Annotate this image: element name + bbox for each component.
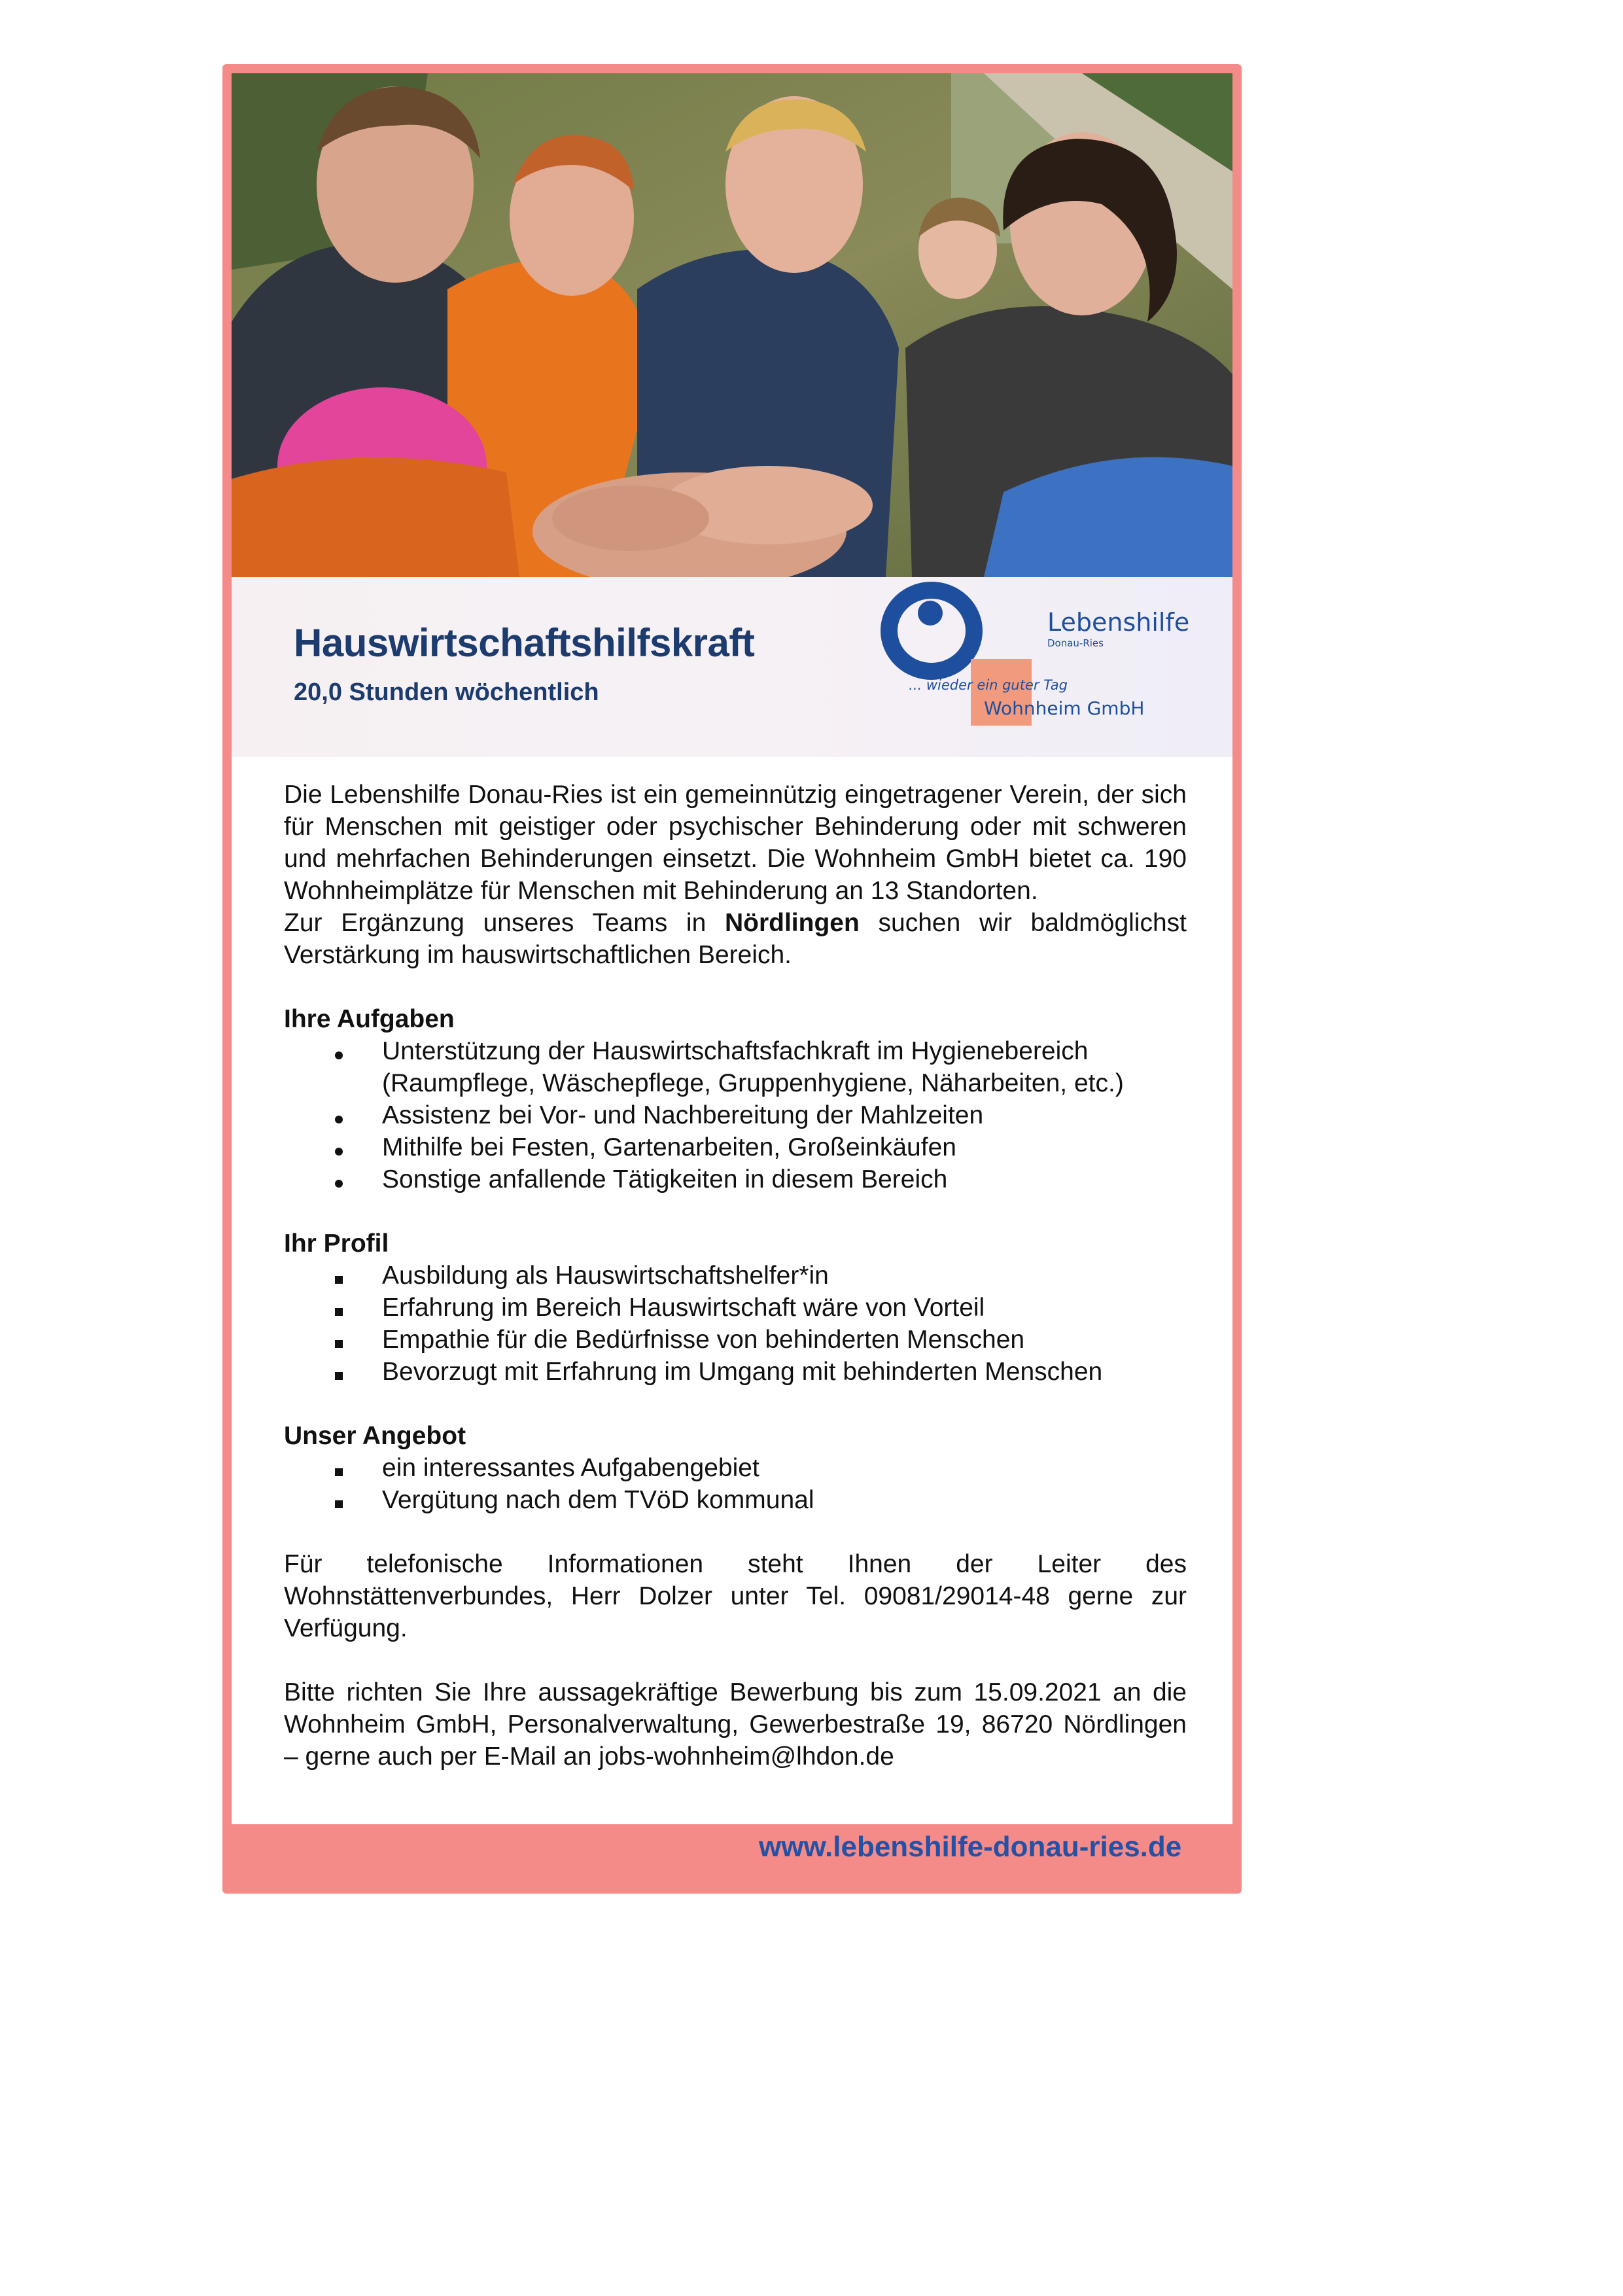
- list-item: Mithilfe bei Festen, Gartenarbeiten, Großeinkäufen: [284, 1131, 1187, 1163]
- square-bullet-icon: [335, 1308, 343, 1316]
- tasks-list: [284, 1035, 1187, 1195]
- list-item: Erfahrung im Bereich Hauswirtschaft wäre von Vorteil: [284, 1292, 1187, 1324]
- list-item: Sonstige anfallende Tätigkeiten in diesem Bereich: [284, 1163, 1187, 1195]
- list-item: Empathie für die Bedürfnisse von behinderten Menschen: [284, 1324, 1187, 1356]
- square-bullet-icon: [335, 1372, 343, 1380]
- application-paragraph: Bitte richten Sie Ihre aussagekräftige Bewerbung bis zum 15.09.2021 an die Wohnheim GmbH, Personalverwaltung, Gewerbestraße 19, 86720 Nördlingen – gerne auch per E-Mail an jobs-wohnheim@lhdon.de: [284, 1678, 1187, 1771]
- title-banner: [232, 577, 1232, 757]
- bullet-icon: [335, 1148, 343, 1156]
- team-photo: [232, 73, 1232, 577]
- profile-list: [284, 1260, 1187, 1388]
- offer-list: [284, 1452, 1187, 1516]
- list-item: Vergütung nach dem TVöD kommunal: [284, 1484, 1187, 1516]
- square-bullet-icon: [335, 1500, 343, 1508]
- logo-name: Lebenshilfe: [1047, 608, 1190, 637]
- list-item: ein interessantes Aufgabengebiet: [284, 1452, 1187, 1484]
- ad-card: [232, 73, 1232, 1824]
- profile-heading: Ihr Profil: [284, 1229, 389, 1258]
- tasks-heading: Ihre Aufgaben: [284, 1005, 455, 1033]
- list-item: Bevorzugt mit Erfahrung im Umgang mit behinderten Menschen: [284, 1356, 1187, 1388]
- intro-paragraph: Die Lebenshilfe Donau-Ries ist ein gemeinnützig eingetragener Verein, der sich für Menschen mit geistiger oder psychischer Behinderung oder mit schweren und mehrfachen Behinderungen einsetzt. Die Wohnheim GmbH bietet ca. 190 Wohnheimplätze für Menschen mit Behinderung an 13 Standorten.: [284, 781, 1187, 905]
- bullet-icon: [335, 1116, 343, 1123]
- contact-paragraph: Für telefonische Informationen steht Ihnen der Leiter des Wohnstättenverbundes, Herr Dolzer unter Tel. 09081/29014-48 gerne zur Verfügung.: [284, 1550, 1187, 1642]
- bullet-icon: [335, 1180, 343, 1188]
- offer-heading: Unser Angebot: [284, 1422, 466, 1450]
- logo-region: Donau-Ries: [1047, 637, 1104, 649]
- ad-frame: [222, 64, 1242, 1894]
- job-title: Hauswirtschaftshilfskraft: [294, 621, 755, 665]
- list-item: Ausbildung als Hauswirtschaftshelfer*in: [284, 1260, 1187, 1292]
- square-bullet-icon: [335, 1276, 343, 1284]
- lebenshilfe-logo: [843, 577, 1232, 757]
- bullet-icon: [335, 1051, 343, 1059]
- square-bullet-icon: [335, 1340, 343, 1348]
- list-item: Unterstützung der Hauswirtschaftsfachkraft im Hygienebereich (Raumpflege, Wäschepflege, Gruppenhygiene, Näharbeiten, etc.): [284, 1035, 1187, 1099]
- search-text-before: Zur Ergänzung unseres Teams in: [284, 909, 725, 937]
- logo-company: Wohnheim GmbH: [984, 698, 1145, 719]
- website-link[interactable]: www.lebenshilfe-donau-ries.de: [759, 1831, 1182, 1863]
- square-bullet-icon: [335, 1468, 343, 1476]
- working-hours: 20,0 Stunden wöchentlich: [294, 679, 599, 706]
- location-highlight: Nördlingen: [724, 909, 860, 937]
- list-item: Assistenz bei Vor- und Nachbereitung der Mahlzeiten: [284, 1099, 1187, 1131]
- search-paragraph: [284, 907, 1187, 971]
- search-text-after: suchen wir baldmöglichst Verstärkung im hauswirtschaftlichen Bereich.: [284, 909, 1187, 969]
- ad-content: [284, 779, 1187, 1773]
- logo-tagline: ... wieder ein guter Tag: [909, 677, 1068, 693]
